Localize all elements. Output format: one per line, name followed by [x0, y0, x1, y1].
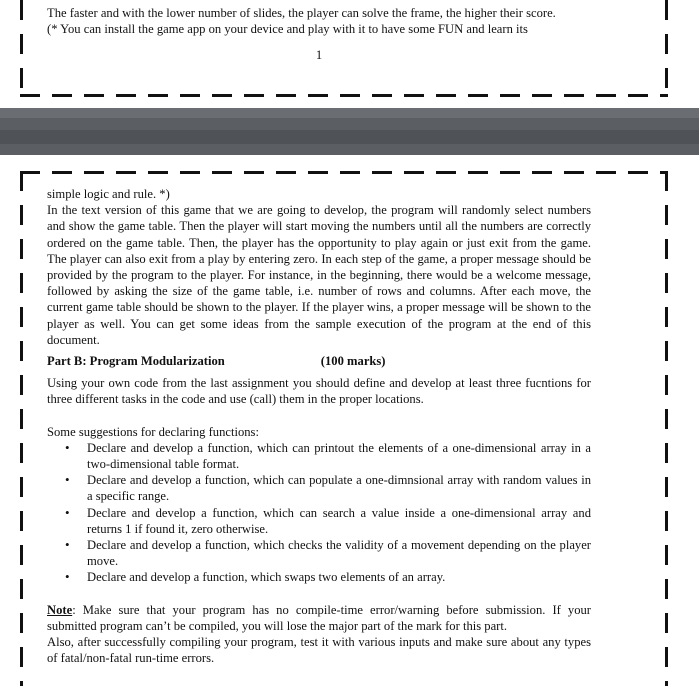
document-page-2: [0, 155, 699, 686]
suggestions-list: [47, 440, 591, 586]
text-line: The faster and with the lower number of slides, the player can solve the frame, the higher their score.: [47, 6, 556, 20]
page-border-right: [665, 0, 668, 94]
intro-line: simple logic and rule. *): [47, 187, 170, 201]
page-border-right: [665, 171, 668, 686]
list-item: • Declare and develop a function, which checks the validity of a movement depending on the player move.: [87, 537, 591, 569]
page-border-left: [20, 171, 23, 686]
page-gap: [0, 108, 699, 155]
note-paragraph: [47, 602, 591, 634]
intro-paragraph: In the text version of this game that we are going to develop, the program will randomly select numbers and show the game table. Then the player will start moving the numbers until all the numbers are correctly ordered on the game table. Then, the player has the opportunity to play again or just exit from the game. The player can also exit from a play by entering zero. In each step of the game, a proper message should be provided by the program to the player. For instance, in the beginning, there would be a welcome message, followed by asking the size of the game table, i.e. number of rows and columns. After each move, the current game table should be shown to the player. If the player wins, a proper message will be shown to the player as well. You can get some ideas from the sample execution of the program at the end of this document.: [47, 203, 591, 347]
text-line: (* You can install the game app on your device and play with it to have some FUN and learn its: [47, 22, 528, 37]
page-2-text: [47, 186, 591, 666]
note-text: : Make sure that your program has no compile-time error/warning before submission. If your submitted program can’t be compiled, you will lose the major part of the mark for this part.: [47, 602, 591, 633]
part-b-paragraph: Using your own code from the last assignment you should define and develop at least three fucntions for three different tasks in the code and use (call) them in the proper locations.: [47, 376, 591, 407]
list-item: • Declare and develop a function, which can search a value inside a one-dimensional array and returns 1 if found it, zero otherwise.: [87, 505, 591, 537]
page-border-bottom: [20, 94, 668, 97]
part-b-heading: [47, 353, 591, 369]
suggestions-intro: Some suggestions for declaring functions:: [47, 424, 259, 439]
list-item: • Declare and develop a function, which swaps two elements of an array.: [87, 569, 591, 585]
note-extra: Also, after successfully compiling your program, test it with various inputs and make sure about any types of fatal/non-fatal run-time errors.: [47, 635, 591, 666]
list-item: • Declare and develop a function, which can populate a one-dimnsional array with random values in a specific range.: [87, 472, 591, 504]
page-border-top: [20, 171, 668, 174]
part-b-title: Part B: Program Modularization: [47, 354, 225, 369]
page-border-left: [20, 0, 23, 94]
list-item: • Declare and develop a function, which can printout the elements of a one-dimensional array in a two-dimensional table format.: [87, 440, 591, 472]
page-number: 1: [315, 48, 323, 63]
part-b-marks: (100 marks): [320, 354, 386, 369]
note-label: Note: [47, 602, 73, 617]
page-1-text: [47, 5, 591, 64]
document-page-1: [0, 0, 699, 108]
